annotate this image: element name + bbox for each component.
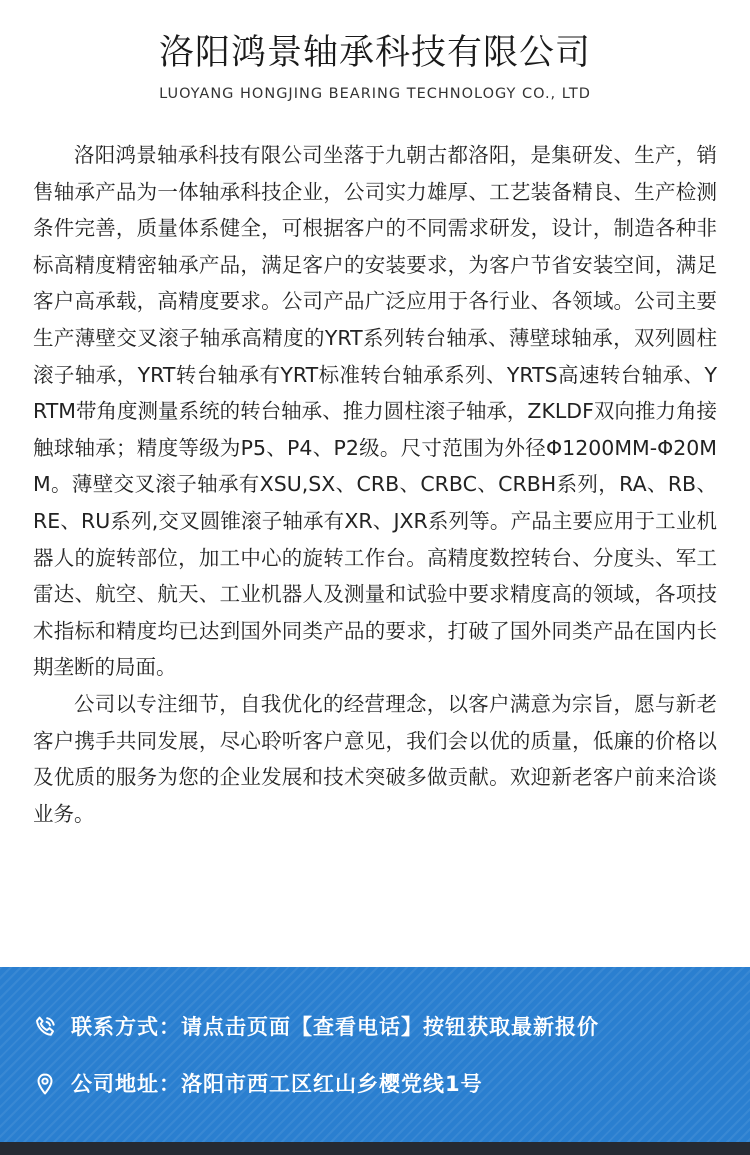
contact-phone-text: 联系方式：请点击页面【查看电话】按钮获取最新报价 — [71, 1015, 599, 1039]
location-pin-icon — [33, 1072, 57, 1096]
contact-address-text: 公司地址：洛阳市西工区红山乡樱党线1号 — [71, 1072, 483, 1096]
contact-band — [0, 967, 750, 1142]
phone-icon — [33, 1015, 57, 1039]
intro-paragraph-1: 洛阳鸿景轴承科技有限公司坐落于九朝古都洛阳，是集研发、生产，销售轴承产品为一体轴承科技企业，公司实力雄厚、工艺装备精良、生产检测条件完善，质量体系健全，可根据客户的不同需求研发，设计，制造各种非标高精度精密轴承产品，满足客户的安装要求，为客户节省安装空间，满足客户高承载，高精度要求。公司产品广泛应用于各行业、各领域。公司主要生产薄壁交叉滚子轴承高精度的YRT系列转台轴承、薄壁球轴承，双列圆柱滚子轴承，YRT转台轴承有YRT标准转台轴承系列、YRTS高速转台轴承、YRTM带角度测量系统的转台轴承、推力圆柱滚子轴承，ZKLDF双向推力角接触球轴承；精度等级为P5、P4、P2级。尺寸范围为外径Φ1200MM-Φ20MM。薄壁交叉滚子轴承有XSU,SX、CRB、CRBC、CRBH系列，RA、RB、RE、RU系列,交叉圆锥滚子轴承有XR、JXR系列等。产品主要应用于工业机器人的旋转部位，加工中心的旋转工作台。高精度数控转台、分度头、军工雷达、航空、航天、工业机器人及测量和试验中要求精度高的领域，各项技术指标和精度均已达到国外同类产品的要求，打破了国外同类产品在国内长期垄断的局面。 — [33, 143, 717, 680]
intro-paragraph-2: 公司以专注细节，自我优化的经营理念，以客户满意为宗旨，愿与新老客户携手共同发展，尽心聆听客户意见，我们会以优的质量，低廉的价格以及优质的服务为您的企业发展和技术突破多做贡献。欢迎新老客户前来洽谈业务。 — [33, 691, 717, 826]
bottom-bar — [0, 1142, 750, 1155]
company-introduction — [33, 137, 717, 832]
company-header — [0, 30, 750, 104]
company-subtitle: LUOYANG HONGJING BEARING TECHNOLOGY CO., LTD — [159, 86, 591, 102]
contact-phone-line — [33, 1012, 723, 1042]
contact-address-line — [33, 1069, 723, 1099]
company-title: 洛阳鸿景轴承科技有限公司 — [158, 33, 591, 73]
